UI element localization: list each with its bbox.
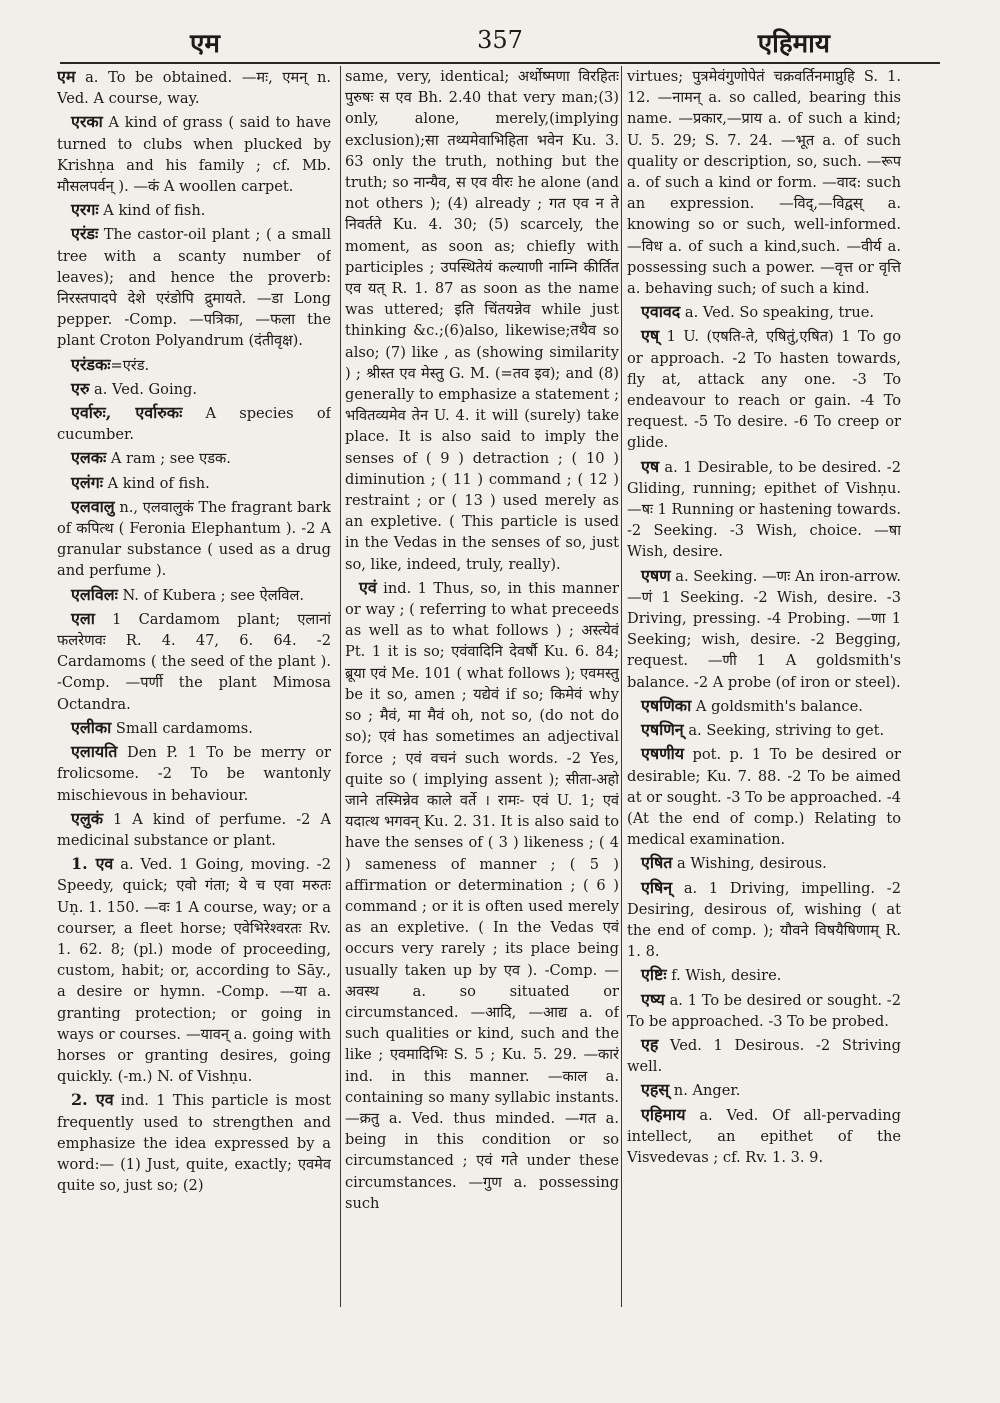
dictionary-entry (57, 447, 331, 469)
entry-definition: A kind of fish. (98, 202, 206, 220)
entry-definition: pot. p. 1 To be desired or desirable; Ku. 7. 88. -2 To be aimed at or sought. -3 To be approached. -4 (At the end of comp.) Relating to medical examination. (627, 746, 901, 849)
dictionary-entry (627, 695, 901, 717)
entry-definition: A species of cucumber. (57, 405, 331, 444)
entry-headword: एषिन् (641, 877, 673, 897)
dictionary-entry (627, 989, 901, 1032)
dictionary-entry (57, 717, 331, 739)
dictionary-entry (57, 66, 331, 109)
dictionary-entry (57, 378, 331, 400)
dictionary-entry (345, 66, 619, 575)
dictionary-entry (627, 877, 901, 963)
entry-definition: a Wishing, desirous. (672, 855, 827, 873)
entry-headword: एलीका (71, 717, 112, 737)
entry-headword: एर्वारुः, एर्वारुकः (71, 403, 183, 423)
entry-definition: a. Ved. 1 Going, moving. -2 Speedy, quick; एवो गंता; ये च एवा मरुतः Uṇ. 1. 150. —वः 1 A course, way; or a courser, a fleet horse; एवेभिरेश्वरतः Rv. 1. 62. 8; (pl.) mode of proceeding, custom, habit; or, according to Sāy., a desire or hymn. -Comp. —या a. granting protection; or going in ways or courses. —यावन् a. going with horses or granting desires, going quickly. (-m.) N. of Vishṇu. (57, 856, 331, 1086)
entry-headword: एरंडकः (71, 354, 111, 374)
entry-definition: f. Wish, desire. (666, 967, 782, 985)
entry-definition: a. Ved. Of all-pervading intellect, an epithet of the Visvedevas ; cf. Rv. 1. 3. 9. (627, 1106, 901, 1166)
entry-headword: एवं (359, 577, 377, 597)
entry-headword: एह (641, 1034, 659, 1054)
entry-headword: 2. एव (71, 1090, 114, 1110)
page-number: 357 (477, 26, 523, 54)
entry-headword: एरु (71, 378, 90, 398)
entry-definition: Den P. 1 To be merry or frolicsome. -2 To be wantonly mischievous in behaviour. (57, 744, 331, 804)
entry-definition: n., एलवालुकं The fragrant bark of कपित्थ ( Feronia Elephantum ). -2 A granular substance ( used as a drug and perfume ). (57, 498, 331, 580)
column-1 (57, 66, 331, 1311)
column-3 (627, 66, 901, 1311)
entry-headword: एलंगः (71, 472, 103, 492)
column-2 (345, 66, 619, 1311)
dictionary-entry (57, 223, 331, 351)
entry-definition: a. Seeking. —णः An iron-arrow. —णं 1 Seeking. -2 Wish, desire. -3 Driving, pressing. -4 Probing. —णा 1 Seeking; wish, desire. -2 Begging, request. —णी 1 A goldsmith's balance. -2 A probe (of iron or steel). (627, 567, 901, 691)
entry-definition: 1 A kind of perfume. -2 A medicinal substance or plant. (57, 810, 331, 849)
dictionary-entry (57, 199, 331, 221)
dictionary-entry (57, 496, 331, 582)
dictionary-entry (627, 964, 901, 986)
entry-definition: 1 U. (एषति-ते, एषितुं,एषित) 1 To go or approach. -2 To hasten towards, fly at, attack any one. -3 To endeavour to reach or gain. -4 To request. -5 To desire. -6 To creep or glide. (627, 328, 901, 452)
running-header (60, 18, 940, 64)
entry-definition: A kind of grass ( said to have turned to clubs when plucked by Krishṇa and his family ; cf. Mb. मौसलपर्वन् ). —कं A woollen carpet. (57, 114, 331, 196)
dictionary-entry (57, 584, 331, 606)
entry-headword: एलवालु (71, 496, 115, 516)
column-divider (621, 66, 622, 1307)
dictionary-entry (57, 111, 331, 197)
dictionary-entry (57, 808, 331, 851)
entry-definition: The castor-oil plant ; ( a small tree with a scanty number of leaves); and hence the proverb: निरस्तपादपे देशे एरंडोपि द्रुमायते. —डा Long pepper. -Comp. —पत्रिका, —फला the plant Croton Polyandrum (दंतीवृक्ष). (57, 226, 331, 350)
entry-headword: एरंडः (71, 224, 99, 244)
column-divider (340, 66, 341, 1307)
entry-definition: Ved. 1 Desirous. -2 Striving well. (627, 1036, 901, 1076)
entry-definition: =एरंड. (110, 356, 150, 374)
entry-headword: एषणीय (641, 744, 685, 764)
header-right-guide-word: एहिमाय (757, 29, 830, 59)
entry-definition: a. Ved. So speaking, true. (680, 304, 874, 322)
entry-headword: एलायति (71, 742, 118, 762)
dictionary-entry (57, 741, 331, 806)
entry-definition: a. 1 To be desired or sought. -2 To be approached. -3 To be probed. (627, 991, 901, 1030)
header-left-guide-word: एम (190, 29, 220, 59)
entry-definition: a. 1 Driving, impelling. -2 Desiring, desirous of, wishing ( at the end of comp. ); यौवने विषयैषिणाम् R. 1. 8. (627, 879, 901, 961)
dictionary-entry (627, 1104, 901, 1169)
entry-headword: एषणिन् (641, 720, 684, 740)
dictionary-entry (627, 719, 901, 741)
entry-definition: ind. 1 Thus, so, in this manner or way ; ( referring to what preceeds as well as to what follows ) ; अस्त्येवं Pt. 1 it is so; एवंवादिनि देवर्षौ Ku. 6. 84; ब्रूया एवं Me. 101 ( what follows ); एवमस्तु be it so, amen ; यद्येवं if so; किमेवं why so ; मैवं, मा मैवं oh, not so, (do not do so); एवं has sometimes an adjectival force ; एवं वचनं such words. -2 Yes, quite so ( implying assent ); सीता-अहो जाने तस्मिन्नेव काले वर्ते । रामः- एवं U. 1; एवं यदात्थ भगवन् Ku. 2. 31. It is also said to have the senses of ( 3 ) likeness ; ( 4 ) sameness of manner ; ( 5 ) affirmation or determination ; ( 6 ) command ; or it is often used merely as an expletive. ( In the Vedas एवं occurs very rarely ; its place being usually taken up by एव ). -Comp. —अवस्थ a. so situated or circumstanced. —आदि, —आद्य a. of such qualities or kind, such and the like ; एवमादिभिः S. 5 ; Ku. 5. 29. —कारं ind. in this manner. —काल a. containing so many syllabic instants. —क्रतु a. Ved. thus minded. —गत a. being in this condition or so circumstanced ; एवं गते under these circumstances. —गुण a. possessing such (345, 579, 619, 1212)
dictionary-entry (57, 402, 331, 445)
entry-headword: एरगः (71, 200, 99, 220)
dictionary-entry (57, 354, 331, 376)
entry-definition: a. Ved. Going. (89, 380, 197, 398)
dictionary-entry (57, 608, 331, 715)
entry-definition: same, very, identical; अर्थोष्मणा विरहितः पुरुषः स एव Bh. 2.40 that very man;(3) only, alone, merely,(implying exclusion);सा तथ्यमेवाभिहिता भवेन Ku. 3. 63 only the truth, nothing but the truth; so नान्यैव, स एव वीरः he alone (and not others ); (4) already ; गत एव न ते निवर्तते Ku. 4. 30; (5) scarcely, the moment, as soon as; chiefly with participles ; उपस्थितेयं कल्याणी नाम्नि कीर्तित एव यत् R. 1. 87 as soon as the name was uttered; इति चिंतयन्नेव while just thinking &c.;(6)also, likewise;तथैव so also; (7) like , as (showing similarity ) ; श्रीस्त एव मेस्तु G. M. (=तव इव); and (8) generally to emphasize a statement ; भवितव्यमेव तेन U. 4. it will (surely) take place. It is also said to imply the senses of ( 9 ) detraction ; ( 10 ) diminution ; ( 11 ) command ; ( 12 ) restraint ; or ( 13 ) used merely as an expletive. ( This particle is used in the Vedas in the senses of so, just so, like, indeed, truly, really). (345, 68, 619, 573)
dictionary-entry (627, 325, 901, 453)
dictionary-entry (627, 66, 901, 299)
dictionary-entry (57, 472, 331, 494)
entry-definition: a. 1 Desirable, to be desired. -2 Gliding, running; epithet of Vishṇu. —षः 1 Running or hastening towards. -2 Seeking. -3 Wish, choice. —षा Wish, desire. (627, 458, 901, 561)
entry-headword: एहिमाय (641, 1104, 686, 1124)
entry-headword: एलविलः (71, 584, 118, 604)
entry-headword: एला (71, 608, 95, 628)
entry-definition: 1 Cardamom plant; एलानां फलरेणवः R. 4. 47, 6. 64. -2 Cardamoms ( the seed of the plant ). -Comp. —पर्णी the plant Mimosa Octandra. (57, 610, 331, 713)
dictionary-entry (627, 1034, 901, 1077)
entry-definition: A goldsmith's balance. (691, 697, 863, 715)
entry-headword: एष्टिः (641, 965, 667, 985)
entry-headword: एवावद (641, 302, 681, 322)
dictionary-entry (627, 743, 901, 850)
header-rule (60, 62, 940, 64)
entry-definition: N. of Kubera ; see ऐलविल. (117, 586, 305, 604)
dictionary-entry (627, 852, 901, 874)
dictionary-entry (345, 577, 619, 1214)
entry-definition: A ram ; see एडक. (106, 450, 231, 468)
entry-headword: एहस् (641, 1080, 670, 1100)
entry-headword: एष्य (641, 989, 665, 1009)
dictionary-entry (627, 301, 901, 323)
dictionary-entry (627, 456, 901, 563)
entry-definition: A kind of fish. (102, 474, 210, 492)
entry-headword: एम (57, 67, 76, 86)
dictionary-entry (57, 1089, 331, 1196)
entry-definition: virtues; पुत्रमेवंगुणोपेतं चक्रवर्तिनमाप्नुहि S. 1. 12. —नामन् a. so called, bearing this name. —प्रकार,—प्राय a. of such a kind; U. 5. 29; S. 7. 24. —भूत a. of such quality or description, so, such. —रूप a. of such a kind or form. —वाद: such an expression. —विद्,—विद्वस् a. knowing so or such, well-informed. —विध a. of such a kind,such. —वीर्य a. possessing such a power. —वृत्त or वृत्ति a. behaving such; of such a kind. (627, 68, 901, 298)
entry-headword: एरका (71, 112, 103, 132)
dictionary-entry (627, 565, 901, 693)
dictionary-entry (627, 1079, 901, 1101)
entry-headword: एषण (641, 565, 671, 585)
entry-headword: एषित (641, 853, 673, 873)
entry-headword: एष (641, 456, 660, 476)
entry-definition: Small cardamoms. (111, 719, 253, 737)
entry-definition: n. Anger. (669, 1082, 741, 1100)
entry-headword: एष् (641, 326, 660, 346)
entry-headword: 1. एव (71, 854, 114, 874)
entry-definition: a. To be obtained. —मः, एमन् n. Ved. A course, way. (57, 69, 331, 108)
entry-definition: a. Seeking, striving to get. (683, 722, 885, 740)
entry-definition: ind. 1 This particle is most frequently used to strengthen and emphasize the idea expressed by a word:— (1) Just, quite, exactly; एवमेव quite so, just so; (2) (57, 1092, 331, 1195)
entry-headword: एलकः (71, 448, 107, 468)
dictionary-entry (57, 853, 331, 1087)
entry-headword: एलुकं (71, 808, 103, 828)
entry-headword: एषणिका (641, 695, 692, 715)
